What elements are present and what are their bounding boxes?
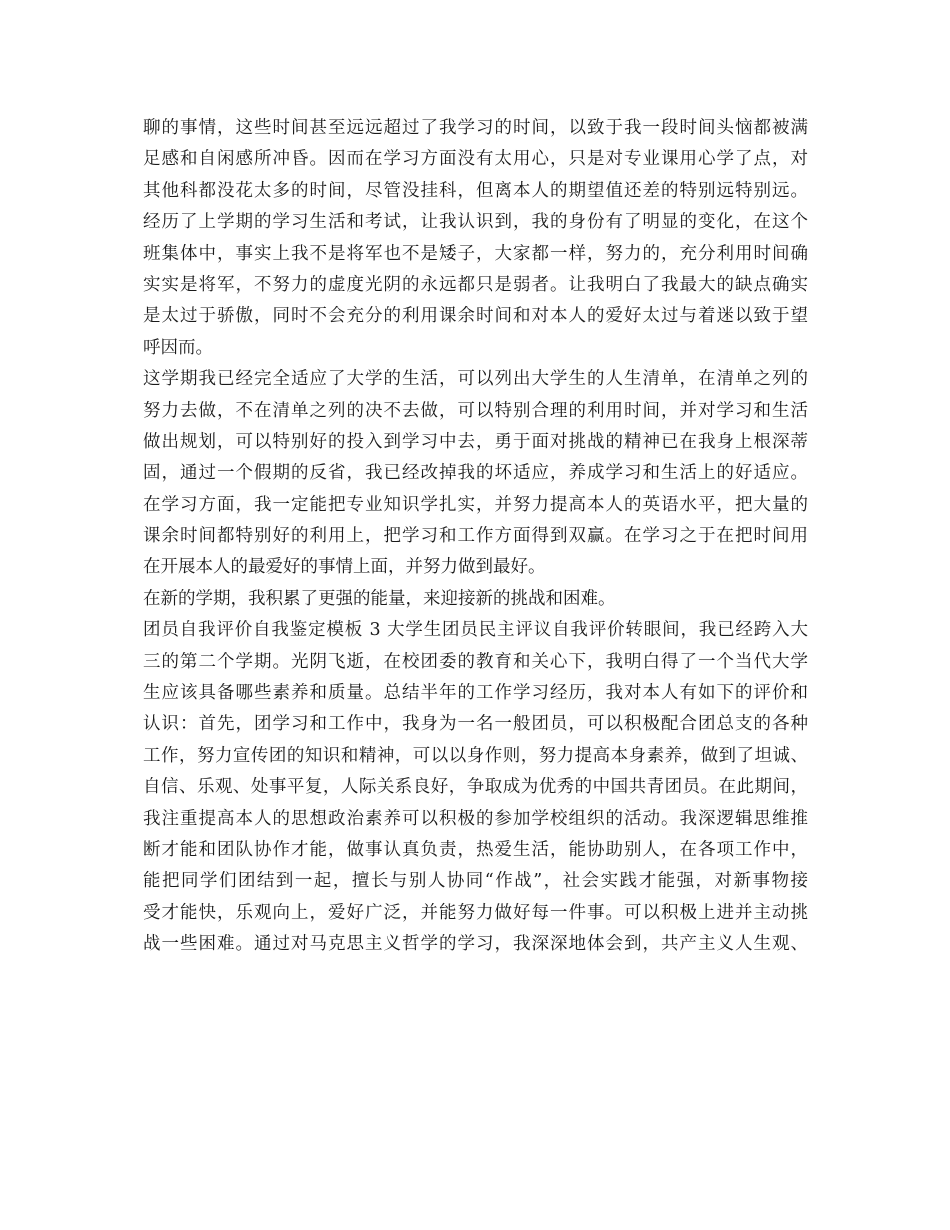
text-line: 认识：首先，团学习和工作中，我身为一名一般团员，可以积极配合团总支的各种	[143, 714, 808, 735]
text-line: 在新的学期，我积累了更强的能量，来迎接新的挑战和困难。	[143, 588, 616, 609]
text-line: 工作，努力宣传团的知识和精神，可以以身作则，努力提高本身素养，做到了坦诚、	[143, 745, 808, 766]
text-line: 团员自我评价自我鉴定模板 3 大学生团员民主评议自我评价转眼间，我已经跨入大	[143, 620, 808, 641]
text-line: 三的第二个学期。光阴飞逝，在校团委的教育和关心下，我明白得了一个当代大学	[143, 651, 808, 672]
text-line: 呼因而。	[143, 337, 213, 358]
text-line: 其他科都没花太多的时间，尽管没挂科，但离本人的期望值还差的特别远特别远。	[143, 180, 808, 201]
text-line: 聊的事情，这些时间甚至远远超过了我学习的时间，以致于我一段时间头恼都被满	[143, 118, 808, 138]
text-line: 断才能和团队协作才能，做事认真负责，热爱生活，能协助别人，在各项工作中，	[143, 839, 808, 860]
text-line: 固，通过一个假期的反省，我已经改掉我的坏适应，养成学习和生活上的好适应。	[143, 463, 808, 484]
text-line: 受才能快，乐观向上，爱好广泛，并能努力做好每一件事。可以积极上进并主动挑	[143, 902, 808, 923]
text-line: 这学期我已经完全适应了大学的生活，可以列出大学生的人生清单，在清单之列的	[143, 369, 808, 390]
text-line: 做出规划，可以特别好的投入到学习中去，勇于面对挑战的精神已在我身上根深蒂	[143, 431, 808, 452]
text-line: 战一些困难。通过对马克思主义哲学的学习，我深深地体会到，共产主义人生观、	[143, 934, 808, 955]
text-line: 课余时间都特别好的利用上，把学习和工作方面得到双赢。在学习之于在把时间用	[143, 526, 808, 547]
text-line: 在学习方面，我一定能把专业知识学扎实，并努力提高本人的英语水平，把大量的	[143, 494, 808, 515]
text-line: 是太过于骄傲，同时不会充分的利用课余时间和对本人的爱好太过与着迷以致于望	[143, 306, 808, 327]
text-line: 能把同学们团结到一起，擅长与别人协同“作战”，社会实践才能强，对新事物接	[143, 871, 808, 892]
text-line: 生应该具备哪些素养和质量。总结半年的工作学习经历，我对本人有如下的评价和	[143, 683, 808, 704]
text-line: 自信、乐观、处事平复，人际关系良好，争取成为优秀的中国共青团员。在此期间，	[143, 777, 808, 798]
text-line: 在开展本人的最爱好的事情上面，并努力做到最好。	[143, 557, 546, 578]
text-line: 经历了上学期的学习生活和考试，让我认识到，我的身份有了明显的变化，在这个	[143, 212, 808, 233]
text-line: 我注重提高本人的思想政治素养可以积极的参加学校组织的活动。我深逻辑思维推	[143, 808, 808, 829]
text-line: 班集体中，事实上我不是将军也不是矮子，大家都一样，努力的，充分利用时间确	[143, 243, 808, 264]
text-line: 努力去做，不在清单之列的决不去做，可以特别合理的利用时间，并对学习和生活	[143, 400, 808, 421]
document-body-text	[143, 113, 808, 961]
text-line: 足感和自闲感所冲昏。因而在学习方面没有太用心，只是对专业课用心学了点，对	[143, 149, 808, 170]
text-line: 实实是将军，不努力的虚度光阴的永远都只是弱者。让我明白了我最大的缺点确实	[143, 274, 808, 295]
